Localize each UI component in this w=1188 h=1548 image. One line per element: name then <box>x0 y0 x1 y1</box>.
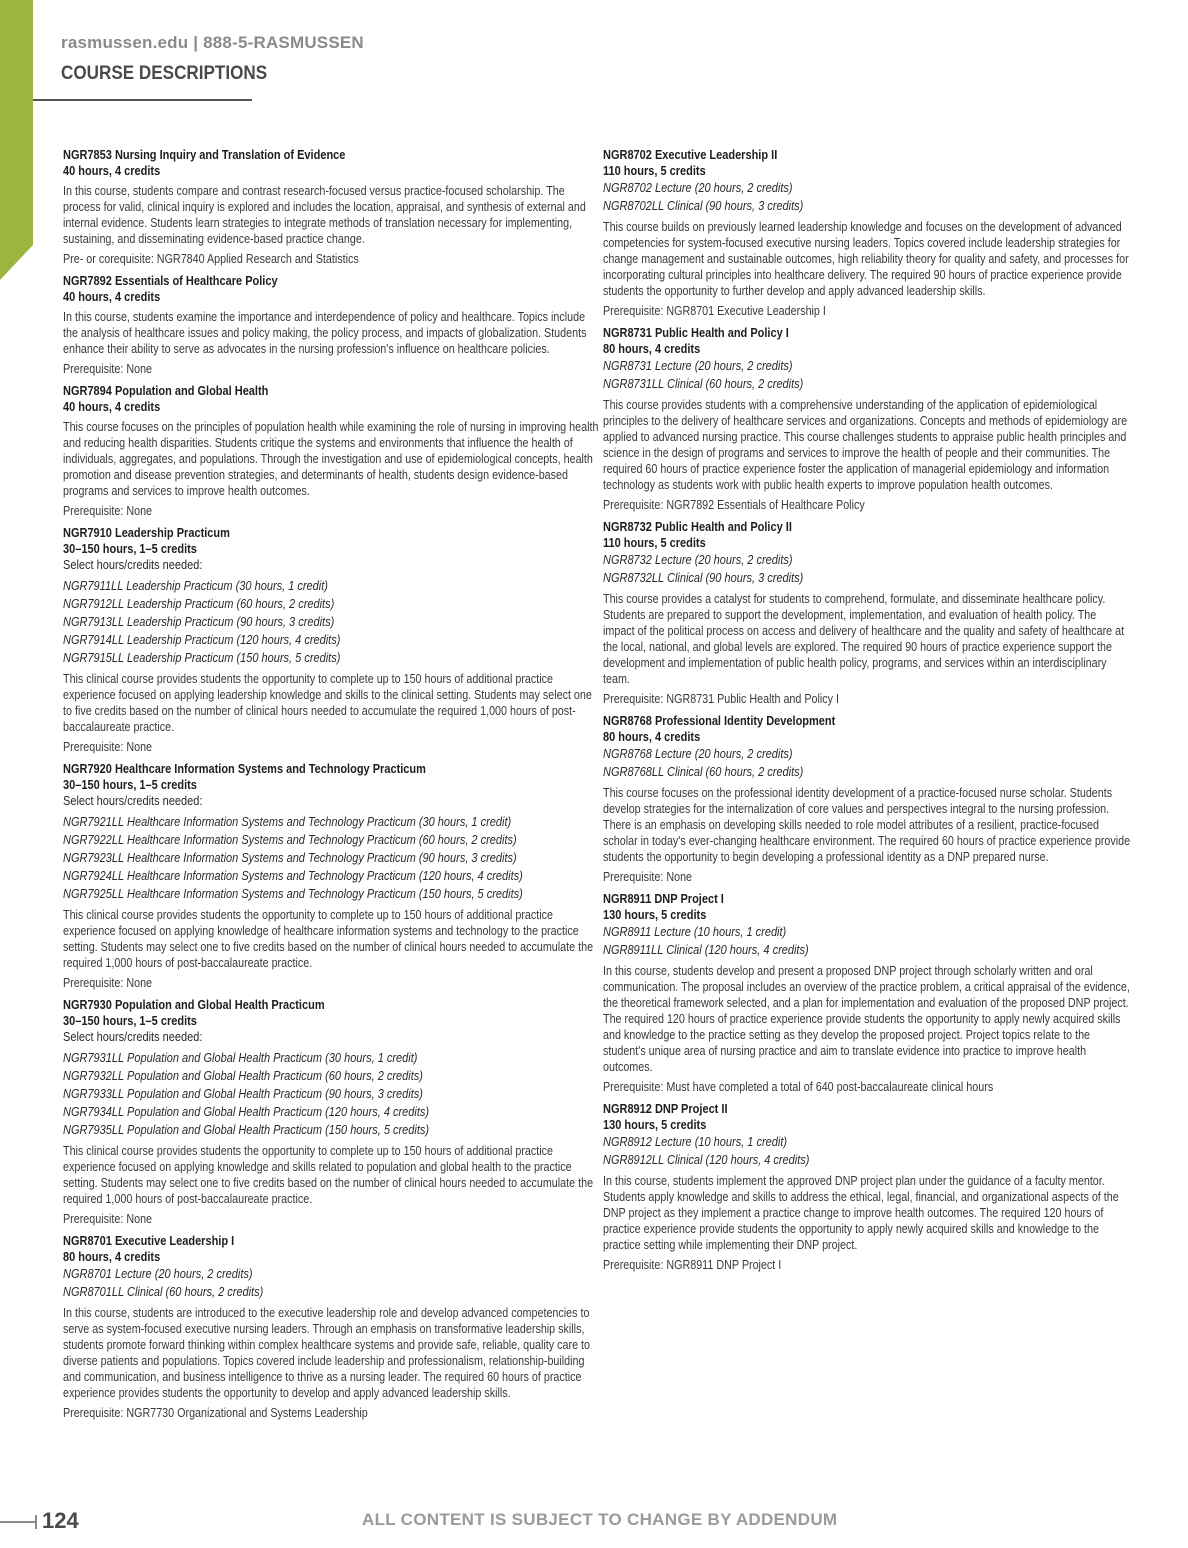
course-section: NGR8701 Lecture (20 hours, 2 credits) <box>63 1267 253 1281</box>
course-hours: 80 hours, 4 credits <box>63 1250 161 1264</box>
course-entry <box>603 891 1130 1095</box>
course-section: NGR7915LL Leadership Practicum (150 hours, 5 credits) <box>63 651 341 665</box>
course-title: NGR7910 Leadership Practicum <box>63 526 230 540</box>
course-hours: 110 hours, 5 credits <box>603 164 706 178</box>
course-title: NGR8731 Public Health and Policy I <box>603 326 789 340</box>
course-prerequisite: Prerequisite: NGR8911 DNP Project I <box>603 1258 782 1272</box>
course-title: NGR8911 DNP Project I <box>603 892 724 906</box>
course-hours: 30–150 hours, 1–5 credits <box>63 1014 197 1028</box>
course-section: NGR7932LL Population and Global Health Practicum (60 hours, 2 credits) <box>63 1069 423 1083</box>
course-title: NGR8768 Professional Identity Development <box>603 714 836 728</box>
course-entry <box>63 383 599 519</box>
course-description: In this course, students implement the approved DNP project plan under the guidance of a faculty mentor. Students apply knowledge and skills to address the ethical, legal, financial, and organizational aspects of the DNP project as they implement a practice change to improve health outcomes. The required 120 hours of practice experience provide students the opportunity to apply newly acquired skills and knowledge to the practice setting while implementing their DNP project. <box>603 1174 1119 1252</box>
course-prerequisite: Prerequisite: None <box>63 976 153 990</box>
site-contact-line[interactable]: rasmussen.edu | 888-5-RASMUSSEN <box>61 33 364 52</box>
course-title: NGR7853 Nursing Inquiry and Translation of Evidence <box>63 148 346 162</box>
course-title: NGR8701 Executive Leadership I <box>63 1234 235 1248</box>
left-column <box>63 147 599 1427</box>
course-hours: 40 hours, 4 credits <box>63 164 161 178</box>
course-title: NGR8912 DNP Project II <box>603 1102 728 1116</box>
course-section: NGR7914LL Leadership Practicum (120 hours, 4 credits) <box>63 633 341 647</box>
course-section: NGR8912LL Clinical (120 hours, 4 credits) <box>603 1153 810 1167</box>
footer-note: ALL CONTENT IS SUBJECT TO CHANGE BY ADDENDUM <box>362 1510 838 1529</box>
course-section: NGR8911 Lecture (10 hours, 1 credit) <box>603 925 787 939</box>
course-prerequisite: Prerequisite: NGR7730 Organizational and Systems Leadership <box>63 1406 368 1420</box>
course-title: NGR8732 Public Health and Policy II <box>603 520 792 534</box>
course-prerequisite: Prerequisite: None <box>63 740 153 754</box>
course-section: NGR8702LL Clinical (90 hours, 3 credits) <box>603 199 804 213</box>
course-select-note: Select hours/credits needed: <box>63 1030 203 1044</box>
course-description: This clinical course provides students the opportunity to complete up to 150 hours of additional practice experience focused on applying knowledge and skills related to population and global health to the practice setting. Students may select one to five credits based on the number of clinical hours needed to accumulate the required 1,000 hours of post-baccalaureate practice. <box>63 1144 594 1206</box>
course-prerequisite: Pre- or corequisite: NGR7840 Applied Research and Statistics <box>63 252 359 266</box>
header-divider <box>33 99 252 101</box>
course-prerequisite: Prerequisite: NGR8731 Public Health and Policy I <box>603 692 840 706</box>
course-description: In this course, students are introduced to the executive leadership role and develop advanced competencies to serve as system-focused executive nursing leaders. Through an emphasis on transformative leadership skills, students promote forward thinking within complex healthcare systems and provide safe, reliable, quality care to diverse patients and populations. Topics covered include leadership and professionalism, relationship-building and communication, and business intelligence to thrive as a nursing leader. The required 60 hours of practice experience provides students the opportunity to develop and apply advanced leadership skills. <box>63 1306 591 1400</box>
page-number: 124 <box>42 1508 79 1533</box>
course-description: This course focuses on the professional identity development of a practice-focused nurse scholar. Students develop strategies for the internalization of core values and perspectives integral to the nursing profession. There is an emphasis on developing skills needed to role model attributes of a resilient, practice-focused scholar in today's ever-changing healthcare environment. The required 60 hours of practice experience provide students the opportunity to begin developing a professional identity as a DNP prepared nurse. <box>603 786 1131 864</box>
course-prerequisite: Prerequisite: NGR8701 Executive Leadership I <box>603 304 826 318</box>
course-section: NGR7933LL Population and Global Health Practicum (90 hours, 3 credits) <box>63 1087 423 1101</box>
course-section: NGR7913LL Leadership Practicum (90 hours, 3 credits) <box>63 615 335 629</box>
course-entry <box>603 519 1123 707</box>
course-title: NGR8702 Executive Leadership II <box>603 148 778 162</box>
course-entry <box>63 1233 593 1421</box>
course-hours: 80 hours, 4 credits <box>603 342 701 356</box>
course-hours: 40 hours, 4 credits <box>63 290 161 304</box>
course-title: NGR7930 Population and Global Health Practicum <box>63 998 325 1012</box>
course-entry <box>603 325 1128 513</box>
course-section: NGR8768LL Clinical (60 hours, 2 credits) <box>603 765 804 779</box>
course-section: NGR8911LL Clinical (120 hours, 4 credits) <box>603 943 809 957</box>
course-description: In this course, students compare and contrast research-focused versus practice-focused scholarship. The process for valid, clinical inquiry is explored and includes the location, appraisal, and synthesis of external and internal evidence. Students learn strategies to integrate methods of translation necessary for implementing, sustaining, and disseminating evidence-based practice change. <box>63 184 586 246</box>
course-description: This course provides students with a comprehensive understanding of the application of epidemiological principles to the delivery of healthcare services and organizations. Concepts and methods of epidemiology are applied to advanced nursing practice. This course challenges students to appraise public health principles and science in the design of programs and services to improve the health of people and their communities. The required 60 hours of practice experience foster the application of managerial epidemiology and information technology as students work with public health experts to improve population health outcomes. <box>603 398 1128 492</box>
course-description: This course builds on previously learned leadership knowledge and focuses on the development of advanced competencies for system-focused executive nursing leaders. Topics covered include leadership strategies for change management and sustainable outcomes, high reliability theory for quality and safety, and processes for incorporating cultural principles into healthcare delivery. The required 90 hours of practice experience provide students the opportunity to further develop and apply advanced leadership skills. <box>603 220 1129 298</box>
course-prerequisite: Prerequisite: Must have completed a total of 640 post-baccalaureate clinical hours <box>603 1080 994 1094</box>
course-entry <box>63 997 593 1227</box>
course-select-note: Select hours/credits needed: <box>63 794 203 808</box>
course-description: In this course, students examine the importance and interdependence of policy and healthcare. Topics include the analysis of healthcare issues and policy making, the policy process, and impacts of globalization. Students enhance their ability to serve as advocates in the nursing profession's influence on healthcare policies. <box>63 310 587 356</box>
course-section: NGR8731 Lecture (20 hours, 2 credits) <box>603 359 793 373</box>
footer-tick <box>35 1515 37 1529</box>
course-entry <box>603 1101 1123 1273</box>
course-section: NGR7912LL Leadership Practicum (60 hours, 2 credits) <box>63 597 335 611</box>
section-title: COURSE DESCRIPTIONS <box>61 63 268 84</box>
course-prerequisite: Prerequisite: None <box>63 362 153 376</box>
course-description: This clinical course provides students the opportunity to complete up to 150 hours of additional practice experience focused on applying knowledge of healthcare information systems and technology to the practice setting. Students may select one to five credits based on the number of clinical hours needed to accumulate the required 1,000 hours of post-baccalaureate practice. <box>63 908 594 970</box>
course-select-note: Select hours/credits needed: <box>63 558 203 572</box>
course-title: NGR7894 Population and Global Health <box>63 384 269 398</box>
course-prerequisite: Prerequisite: None <box>63 1212 153 1226</box>
course-section: NGR8702 Lecture (20 hours, 2 credits) <box>603 181 793 195</box>
course-hours: 40 hours, 4 credits <box>63 400 161 414</box>
course-title: NGR7892 Essentials of Healthcare Policy <box>63 274 278 288</box>
course-section: NGR8731LL Clinical (60 hours, 2 credits) <box>603 377 804 391</box>
course-section: NGR8732LL Clinical (90 hours, 3 credits) <box>603 571 804 585</box>
course-entry <box>63 273 593 377</box>
course-section: NGR7921LL Healthcare Information Systems and Technology Practicum (30 hours, 1 credit) <box>63 815 512 829</box>
course-hours: 110 hours, 5 credits <box>603 536 706 550</box>
course-section: NGR8732 Lecture (20 hours, 2 credits) <box>603 553 793 567</box>
course-description: This clinical course provides students the opportunity to complete up to 150 hours of additional practice experience focused on applying leadership knowledge and skills to the clinical setting. Students may select one to five credits based on the number of clinical hours needed to accumulate the required 1,000 hours of post-baccalaureate practice. <box>63 672 592 734</box>
course-hours: 130 hours, 5 credits <box>603 908 707 922</box>
course-title: NGR7920 Healthcare Information Systems and Technology Practicum <box>63 762 426 776</box>
course-section: NGR8701LL Clinical (60 hours, 2 credits) <box>63 1285 264 1299</box>
course-section: NGR7923LL Healthcare Information Systems and Technology Practicum (90 hours, 3 credits) <box>63 851 517 865</box>
course-description: This course provides a catalyst for students to comprehend, formulate, and disseminate healthcare policy. Students are prepared to support the development, implementation, and evaluation of health policy. The impact of the political process on access and delivery of healthcare and the quality and safety of healthcare at the local, national, and global levels are explored. The required 90 hours of practice experience support the development and implementation of public health policy, programs, and services within an interdisciplinary team. <box>603 592 1125 686</box>
right-column <box>603 147 1131 1279</box>
course-entry <box>63 147 593 267</box>
course-entry <box>603 713 1131 885</box>
course-section: NGR7925LL Healthcare Information Systems and Technology Practicum (150 hours, 5 credits) <box>63 887 523 901</box>
course-description: This course focuses on the principles of population health while examining the role of nursing in improving health and reducing health disparities. Students critique the systems and environments that influence the health of individuals, aggregates, and populations. Through the investigation and use of epidemiological concepts, health promotion and disease prevention strategies, and determinants of health, students design evidence-based programs and services to improve health outcomes. <box>63 420 599 498</box>
course-section: NGR7911LL Leadership Practicum (30 hours, 1 credit) <box>63 579 328 593</box>
course-hours: 80 hours, 4 credits <box>603 730 701 744</box>
course-prerequisite: Prerequisite: None <box>63 504 153 518</box>
course-section: NGR7922LL Healthcare Information Systems and Technology Practicum (60 hours, 2 credits) <box>63 833 517 847</box>
green-accent-tab <box>0 0 33 280</box>
course-section: NGR8912 Lecture (10 hours, 1 credit) <box>603 1135 788 1149</box>
course-prerequisite: Prerequisite: NGR7892 Essentials of Healthcare Policy <box>603 498 865 512</box>
course-hours: 30–150 hours, 1–5 credits <box>63 542 197 556</box>
course-entry <box>63 761 593 991</box>
course-section: NGR7934LL Population and Global Health Practicum (120 hours, 4 credits) <box>63 1105 430 1119</box>
course-section: NGR8768 Lecture (20 hours, 2 credits) <box>603 747 793 761</box>
course-section: NGR7931LL Population and Global Health Practicum (30 hours, 1 credit) <box>63 1051 418 1065</box>
course-description: In this course, students develop and present a proposed DNP project through scholarly written and oral communication. The proposal includes an overview of the practice problem, a critical appraisal of the evidence, the theoretical framework selected, and a plan for implementation and evaluation of the proposed DNP project. The required 120 hours of practice experience provide students the opportunity to apply newly acquired skills and knowledge to the practice setting as they develop the proposed project. Project topics relate to the student's unique area of nursing practice and aim to translate evidence into practice to improve health outcomes. <box>603 964 1130 1074</box>
course-section: NGR7924LL Healthcare Information Systems and Technology Practicum (120 hours, 4 credits) <box>63 869 523 883</box>
course-hours: 130 hours, 5 credits <box>603 1118 707 1132</box>
course-entry <box>603 147 1129 319</box>
course-section: NGR7935LL Population and Global Health Practicum (150 hours, 5 credits) <box>63 1123 430 1137</box>
course-hours: 30–150 hours, 1–5 credits <box>63 778 197 792</box>
footer-rule <box>0 1521 36 1523</box>
course-prerequisite: Prerequisite: None <box>603 870 693 884</box>
course-entry <box>63 525 593 755</box>
